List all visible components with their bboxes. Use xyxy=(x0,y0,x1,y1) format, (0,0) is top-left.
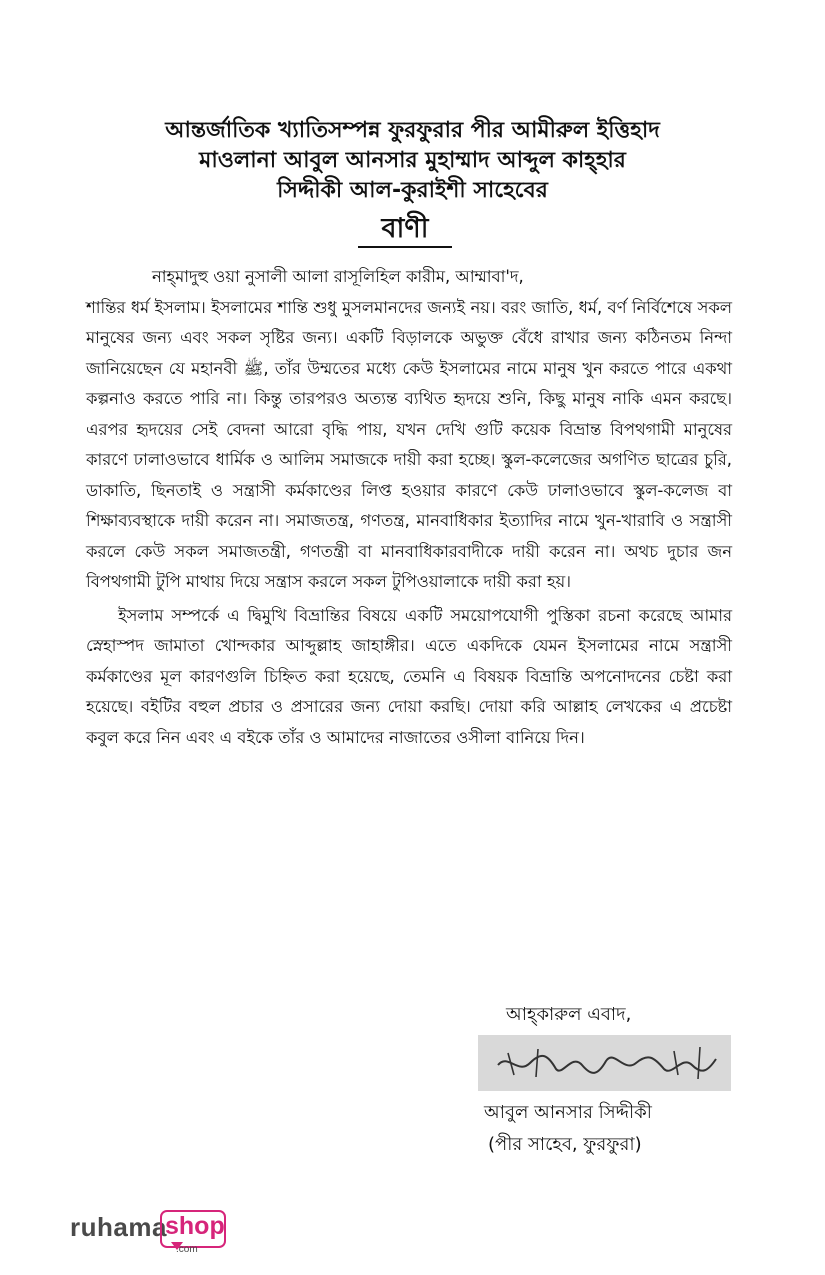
logo-word: ruhama xyxy=(70,1212,167,1242)
signature-scribble-icon xyxy=(478,1035,731,1091)
message-body xyxy=(86,262,732,753)
signatory-title: (পীর সাহেব, ফুরফুরা) xyxy=(488,1134,642,1155)
handwritten-signature xyxy=(478,1035,731,1091)
heading-line-3: সিদ্দীকী আল-কুরাইশী সাহেবের xyxy=(277,178,548,203)
logo-badge-text: shop xyxy=(165,1212,225,1240)
heading-line-1: আন্তর্জাতিক খ্যাতিসম্পন্ন ফুরফুরার পীর আমীরুল ইত্তিহাদ xyxy=(165,118,660,143)
logo-domain: .com xyxy=(176,1244,198,1255)
page-title: বাণী xyxy=(381,213,429,244)
paragraph-1 xyxy=(86,262,732,598)
heading-line-2: মাওলানা আবুল আনসার মুহাম্মাদ আব্দুল কাহ্‌হার xyxy=(199,148,626,173)
signature-closing: আহ্‌কারুল এবাদ, xyxy=(506,1004,632,1025)
paragraph-1-text: শান্তির ধর্ম ইসলাম। ইসলামের শান্তি শুধু মুসলমানদের জন্যই নয়। বরং জাতি, ধর্ম, বর্ণ নির্বিশেষে সকল মানুষের জন্য এবং সকল সৃষ্টির জন্য। একটি বিড়ালকে অভুক্ত বেঁধে রাখার জন্য কঠিনতম নিন্দা জানিয়েছেন যে মহানবী ﷺ, তাঁর উম্মতের মধ্যে কেউ ইসলামের নামে মানুষ খুন করতে পারে একথা কল্পনাও করতে পারি না। কিন্তু তারপরও অত্যন্ত ব্যথিত হৃদয়ে শুনি, কিছু মানুষ নাকি এমন করছে। এরপর হৃদয়ের সেই বেদনা আরো বৃদ্ধি পায়, যখন দেখি গুটি কয়েক বিভ্রান্ত বিপথগামী মানুষের কারণে ঢালাওভাবে ধার্মিক ও আলিম সমাজকে দায়ী করা হচ্ছে। স্কুল-কলেজের অগণিত ছাত্রের চুরি, ডাকাতি, ছিনতাই ও সন্ত্রাসী কর্মকাণ্ডের লিপ্ত হওয়ার কারণে কেউ ঢালাওভাবে স্কুল-কলেজ বা শিক্ষাব্যবস্থাকে দায়ী করেন না। সমাজতন্ত্র, গণতন্ত্র, মানবাধিকার ইত্যাদির নামে খুন-খারাবি ও সন্ত্রাসী করলে কেউ সকল সমাজতন্ত্রী, গণতন্ত্রী বা মানবাধিকারবাদীকে দায়ী করেন না। অথচ দুচার জন বিপথগামী টুপি মাথায় দিয়ে সন্ত্রাস করলে সকল টুপিওয়ালাকে দায়ী করা হয়। xyxy=(86,297,733,591)
opening-salutation: নাহ্‌মাদুহু ওয়া নুসালী আলা রাসূলিহিল কারীম, আম্মাবা'দ, xyxy=(152,267,524,286)
paragraph-2: ইসলাম সম্পর্কে এ দ্বিমুখি বিভ্রান্তির বিষয়ে একটি সময়োপযোগী পুস্তিকা রচনা করেছে আমার স্নেহাস্পদ জামাতা খোন্দকার আব্দুল্লাহ জাহাঙ্গীর। এতে একদিকে যেমন ইসলামের নামে সন্ত্রাসী কর্মকাণ্ডের মূল কারণগুলি চিহ্নিত করা হয়েছে, তেমনি এ বিষয়ক বিভ্রান্তি অপনোদনের চেষ্টা করা হয়েছে। বইটির বহুল প্রচার ও প্রসারের জন্য দোয়া করছি। দোয়া করি আল্লাহ লেখকের এ প্রচেষ্টা কবুল করে নিন এবং এ বইকে তাঁর ও আমাদের নাজাতের ওসীলা বানিয়ে দিন। xyxy=(86,605,732,747)
title-underline xyxy=(358,246,452,248)
signatory-name: আবুল আনসার সিদ্দীকী xyxy=(484,1102,652,1123)
